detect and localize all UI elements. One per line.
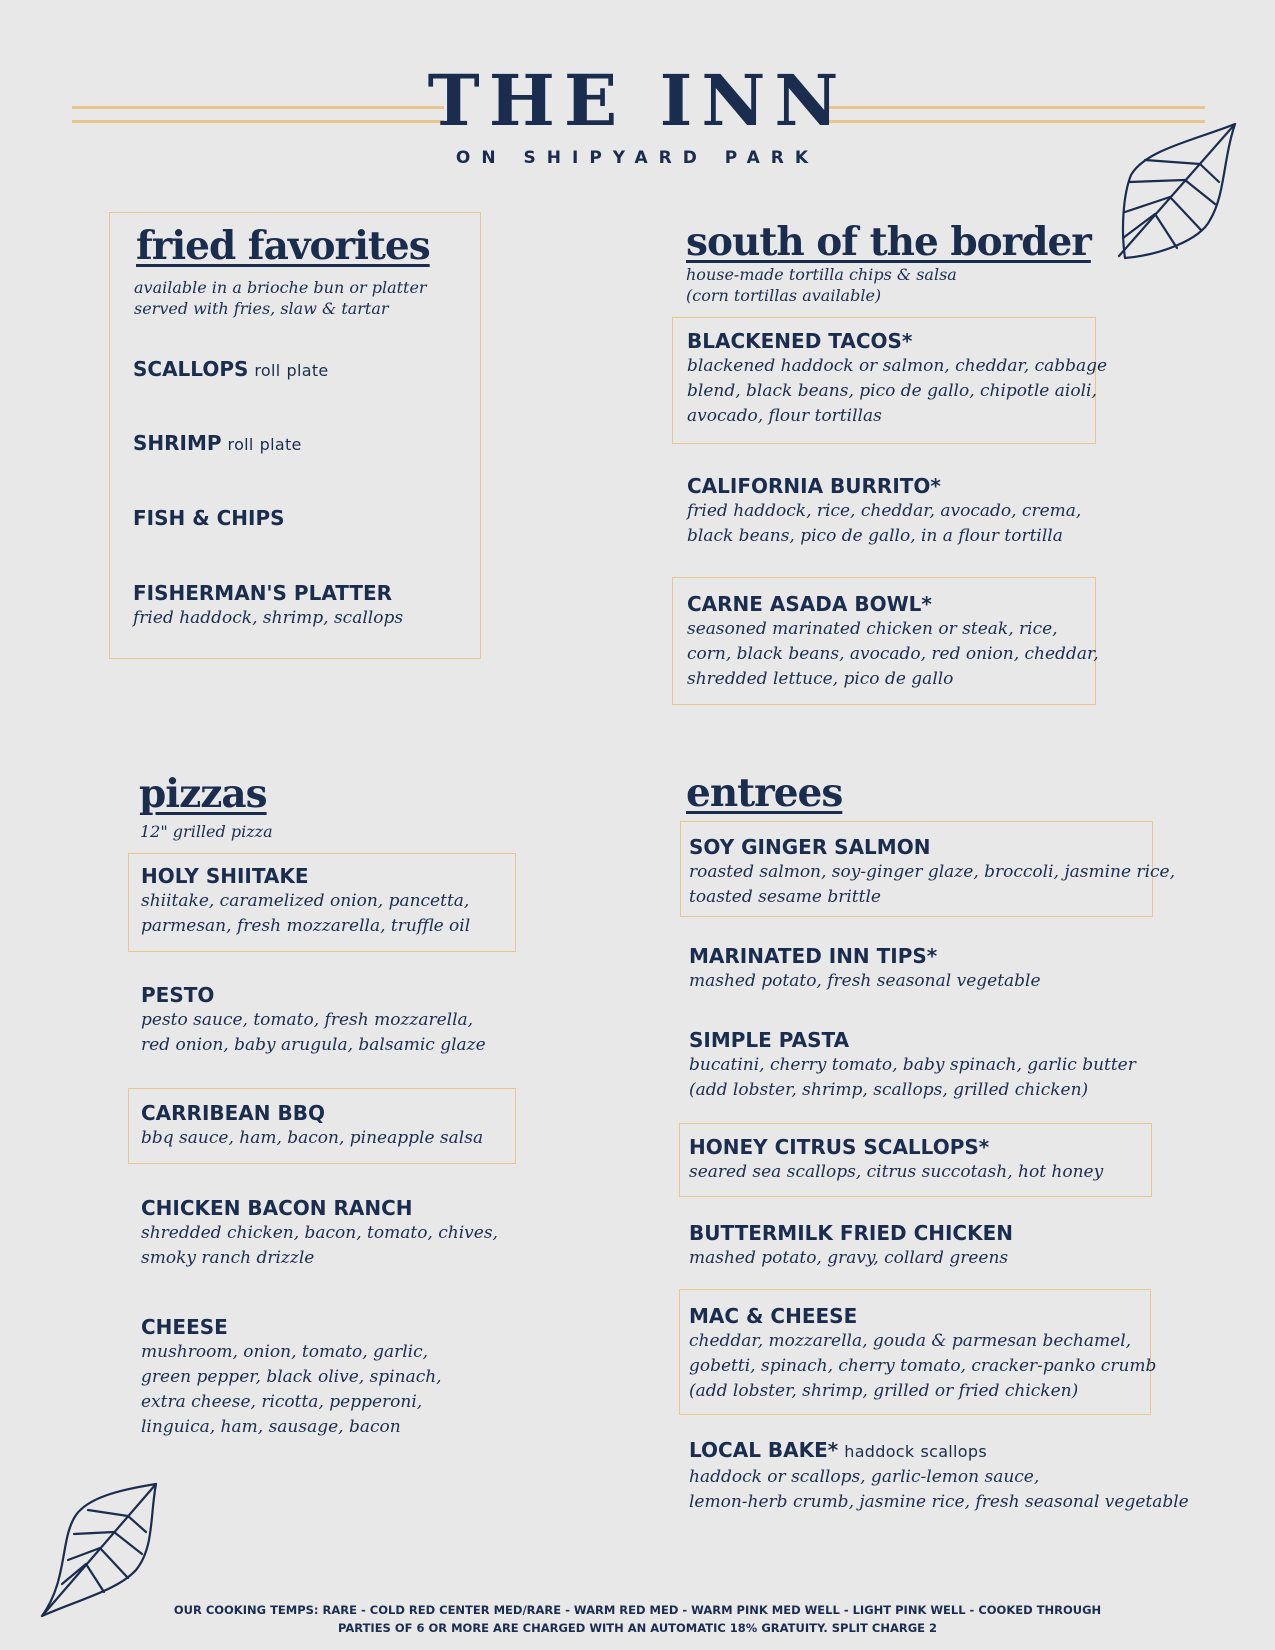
item-name: HONEY CITRUS SCALLOPS*	[689, 1135, 990, 1159]
menu-item-blackened-tacos	[687, 328, 1107, 429]
menu-item-carribean-bbq	[141, 1100, 483, 1151]
item-description-line-2: parmesan, fresh mozzarella, truffle oil	[141, 916, 471, 936]
menu-item-fish-and-chips	[133, 505, 285, 531]
fried-favorites-note	[134, 277, 427, 319]
item-name: CHICKEN BACON RANCH	[141, 1196, 413, 1220]
footer-gratuity-note: PARTIES OF 6 OR MORE ARE CHARGED WITH AN AUTOMATIC 18% GRATUITY. SPLIT CHARGE 2	[337, 1621, 938, 1635]
menu-item-fishermans-platter	[133, 580, 403, 631]
item-name: FISHERMAN'S PLATTER	[133, 581, 393, 605]
item-name: HOLY SHIITAKE	[141, 864, 309, 888]
item-description-line-2: red onion, baby arugula, balsamic glaze	[141, 1035, 486, 1055]
leaf-icon	[1115, 120, 1240, 265]
footer-cooking-temps: OUR COOKING TEMPS: RARE - COLD RED CENTER MED/RARE - WARM RED MED - WARM PINK MED WELL - LIGHT PINK WELL - COOKED THROUGH	[173, 1603, 1102, 1617]
item-description-line-1: pesto sauce, tomato, fresh mozzarella,	[141, 1010, 474, 1030]
item-option-plate: plate	[286, 361, 329, 380]
item-option-roll: roll	[254, 361, 281, 380]
item-description-line-1: bbq sauce, ham, bacon, pineapple salsa	[141, 1128, 484, 1148]
item-description-line-1: shiitake, caramelized onion, pancetta,	[141, 891, 470, 911]
item-description-line-3: (add lobster, shrimp, grilled or fried chicken)	[689, 1381, 1079, 1401]
menu-item-marinated-inn-tips	[689, 943, 1041, 994]
item-description-line-4: linguica, ham, sausage, bacon	[141, 1417, 401, 1437]
pizzas-note: 12" grilled pizza	[140, 822, 273, 841]
item-option-haddock: haddock	[844, 1442, 915, 1461]
item-description-line-1: seared sea scallops, citrus succotash, hot honey	[689, 1162, 1104, 1182]
item-name: SIMPLE PASTA	[689, 1028, 850, 1052]
item-description-line-3: extra cheese, ricotta, pepperoni,	[141, 1392, 423, 1412]
item-name: BUTTERMILK FRIED CHICKEN	[689, 1221, 1014, 1245]
item-description-line-2: lemon-herb crumb, jasmine rice, fresh seasonal vegetable	[689, 1492, 1189, 1512]
item-description-line-1: mushroom, onion, tomato, garlic,	[141, 1342, 429, 1362]
item-name: SOY GINGER SALMON	[689, 835, 931, 859]
menu-item-mac-and-cheese	[689, 1303, 1156, 1404]
menu-item-carne-asada-bowl	[687, 591, 1099, 692]
item-description-line-2: (add lobster, shrimp, scallops, grilled chicken)	[689, 1080, 1089, 1100]
south-of-the-border-title: south of the border	[686, 219, 1091, 265]
item-name: MARINATED INN TIPS*	[689, 944, 938, 968]
item-name: SHRIMP	[133, 431, 222, 455]
item-description: fried haddock, shrimp, scallops	[133, 608, 404, 628]
fried-favorites-title: fried favorites	[136, 223, 430, 269]
menu-item-california-burrito	[687, 473, 1081, 549]
pizzas-title: pizzas	[139, 771, 267, 817]
fried-favorites-note-line-2: served with fries, slaw & tartar	[134, 299, 389, 318]
menu-item-pesto	[141, 982, 486, 1058]
menu-item-scallops	[133, 356, 329, 384]
item-description-line-2: gobetti, spinach, cherry tomato, cracker-panko crumb	[689, 1356, 1157, 1376]
fried-favorites-note-line-1: available in a brioche bun or platter	[134, 278, 427, 297]
item-option-roll: roll	[227, 435, 254, 454]
item-description-line-2: toasted sesame brittle	[689, 887, 881, 907]
item-description-line-1: blackened haddock or salmon, cheddar, cabbage	[687, 356, 1108, 376]
item-name: CARNE ASADA BOWL*	[687, 592, 932, 616]
south-note-line-1: house-made tortilla chips & salsa	[686, 265, 957, 284]
item-name: CARRIBEAN BBQ	[141, 1101, 325, 1125]
item-description-line-3: avocado, flour tortillas	[687, 406, 882, 426]
item-description-line-3: shredded lettuce, pico de gallo	[687, 669, 954, 689]
item-description-line-1: mashed potato, gravy, collard greens	[689, 1248, 1009, 1268]
item-name: CHEESE	[141, 1315, 228, 1339]
item-description-line-1: fried haddock, rice, cheddar, avocado, crema,	[687, 501, 1082, 521]
item-description-line-1: shredded chicken, bacon, tomato, chives,	[141, 1223, 498, 1243]
menu-item-cheese	[141, 1314, 442, 1440]
restaurant-title: THE INN	[427, 59, 848, 142]
item-description-line-1: seasoned marinated chicken or steak, rice,	[687, 619, 1058, 639]
menu-item-buttermilk-fried-chicken	[689, 1220, 1013, 1271]
item-description-line-2: black beans, pico de gallo, in a flour tortilla	[687, 526, 1063, 546]
leaf-icon	[38, 1480, 163, 1620]
restaurant-subtitle: ON SHIPYARD PARK	[455, 148, 820, 168]
item-option-plate: plate	[259, 435, 302, 454]
item-description-line-2: blend, black beans, pico de gallo, chipotle aioli,	[687, 381, 1097, 401]
menu-item-local-bake	[689, 1437, 1189, 1515]
item-description-line-2: corn, black beans, avocado, red onion, cheddar,	[687, 644, 1099, 664]
item-name: SCALLOPS	[133, 357, 249, 381]
menu-item-shrimp	[133, 430, 302, 458]
menu-item-simple-pasta	[689, 1027, 1136, 1103]
item-name: MAC & CHEESE	[689, 1304, 858, 1328]
item-name: FISH & CHIPS	[133, 506, 285, 530]
south-note-line-2: (corn tortillas available)	[686, 286, 882, 305]
menu-item-chicken-bacon-ranch	[141, 1195, 498, 1271]
item-description-line-1: bucatini, cherry tomato, baby spinach, garlic butter	[689, 1055, 1136, 1075]
menu-item-holy-shiitake	[141, 863, 470, 939]
item-name: PESTO	[141, 983, 215, 1007]
item-description-line-1: roasted salmon, soy-ginger glaze, broccoli, jasmine rice,	[689, 862, 1175, 882]
item-name: BLACKENED TACOS*	[687, 329, 913, 353]
menu-item-soy-ginger-salmon	[689, 834, 1175, 910]
item-option-scallops: scallops	[920, 1442, 987, 1461]
item-description-line-1: haddock or scallops, garlic-lemon sauce,	[689, 1467, 1040, 1487]
item-description-line-1: cheddar, mozzarella, gouda & parmesan bechamel,	[689, 1331, 1132, 1351]
south-of-the-border-note	[686, 264, 957, 306]
item-description-line-2: smoky ranch drizzle	[141, 1248, 315, 1268]
item-name: CALIFORNIA BURRITO*	[687, 474, 941, 498]
menu-item-honey-citrus-scallops	[689, 1134, 1103, 1185]
item-description-line-2: green pepper, black olive, spinach,	[141, 1367, 442, 1387]
entrees-title: entrees	[686, 770, 843, 816]
item-description-line-1: mashed potato, fresh seasonal vegetable	[689, 971, 1041, 991]
item-name: LOCAL BAKE*	[689, 1438, 839, 1462]
